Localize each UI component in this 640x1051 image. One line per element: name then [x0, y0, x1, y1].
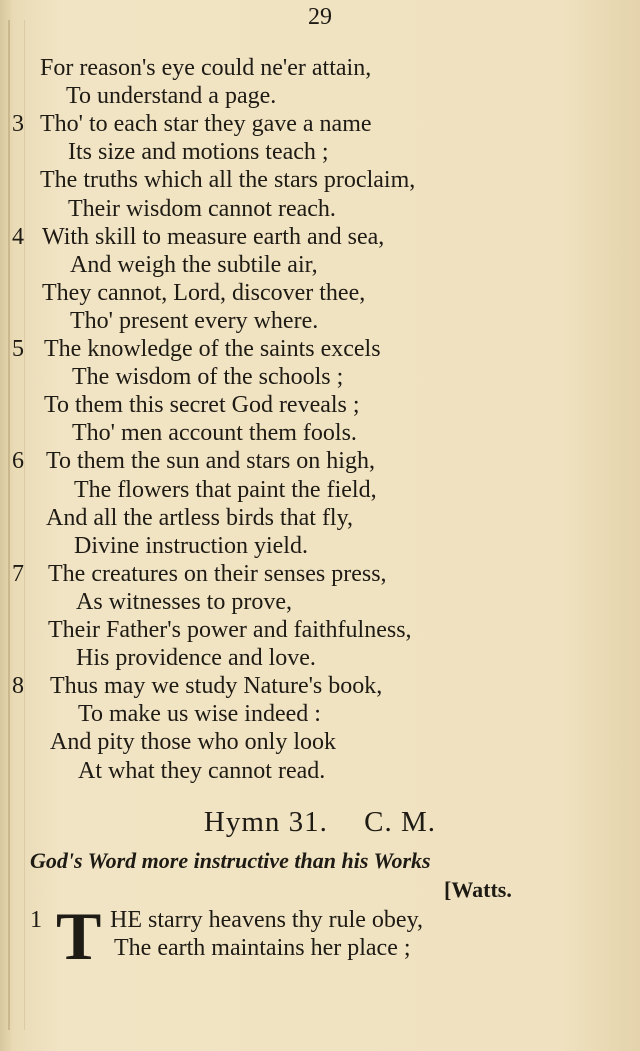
verse-number: 7	[12, 560, 24, 587]
verse-number: 1	[30, 907, 42, 933]
verse-line: Their wisdom cannot reach.	[68, 195, 336, 222]
hymn-number: Hymn 31.	[203, 806, 328, 838]
verse-line: To make us wise indeed :	[78, 701, 321, 728]
page-number: 29	[308, 4, 332, 30]
verse-line: Tho' men account them fools.	[72, 420, 357, 447]
verse-line: The flowers that paint the field,	[74, 476, 377, 503]
verse-line: The knowledge of the saints excels	[44, 336, 381, 362]
verse-line: The truths which all the stars proclaim,	[40, 167, 416, 194]
verse-line: To them the sun and stars on high,	[46, 448, 375, 475]
verse-line: And pity those who only look	[50, 729, 336, 756]
verse-line: The creatures on their senses press,	[48, 560, 387, 587]
verse-number: 3	[12, 111, 24, 138]
page-gutter-line	[24, 20, 25, 1030]
verse-number: 4	[12, 223, 24, 250]
hymn-heading	[0, 806, 640, 839]
verse-line: As witnesses to prove,	[76, 588, 292, 615]
second-line: The earth maintains her place ;	[114, 935, 411, 961]
verse-line: And all the artless birds that fly,	[46, 504, 354, 531]
verse-number: 6	[12, 448, 24, 475]
verse-line: The wisdom of the schools ;	[72, 364, 344, 391]
verse-line: Tho' to each star they gave a name	[40, 111, 372, 138]
hymn-author: [Watts.	[444, 877, 512, 902]
first-line: HE starry heavens thy rule obey,	[110, 907, 424, 933]
verse-line: Its size and motions teach ;	[68, 139, 329, 166]
verse-line: Tho' present every where.	[70, 307, 319, 334]
verse-line: Their Father's power and faithfulness,	[48, 617, 412, 643]
verse-line: For reason's eye could ne'er attain,	[40, 55, 372, 81]
verse-line: To them this secret God reveals ;	[44, 392, 360, 419]
verse-number: 8	[12, 673, 24, 700]
verse-line: His providence and love.	[76, 645, 316, 672]
hymn-meter: C. M.	[364, 806, 437, 838]
verse-line: They cannot, Lord, discover thee,	[42, 279, 366, 306]
verse-line: With skill to measure earth and sea,	[42, 223, 385, 250]
drop-cap: T	[56, 898, 102, 974]
verse-line: Thus may we study Nature's book,	[50, 673, 383, 700]
verse-line: To understand a page.	[66, 83, 277, 110]
verse-line: Divine instruction yield.	[74, 532, 308, 559]
verse-line: And weigh the subtile air,	[70, 251, 318, 278]
page-edge-shadow	[8, 20, 10, 1030]
hymn-subtitle: God's Word more instructive than his Works	[30, 848, 431, 873]
verse-line: At what they cannot read.	[78, 757, 326, 784]
verse-number: 5	[12, 336, 24, 362]
